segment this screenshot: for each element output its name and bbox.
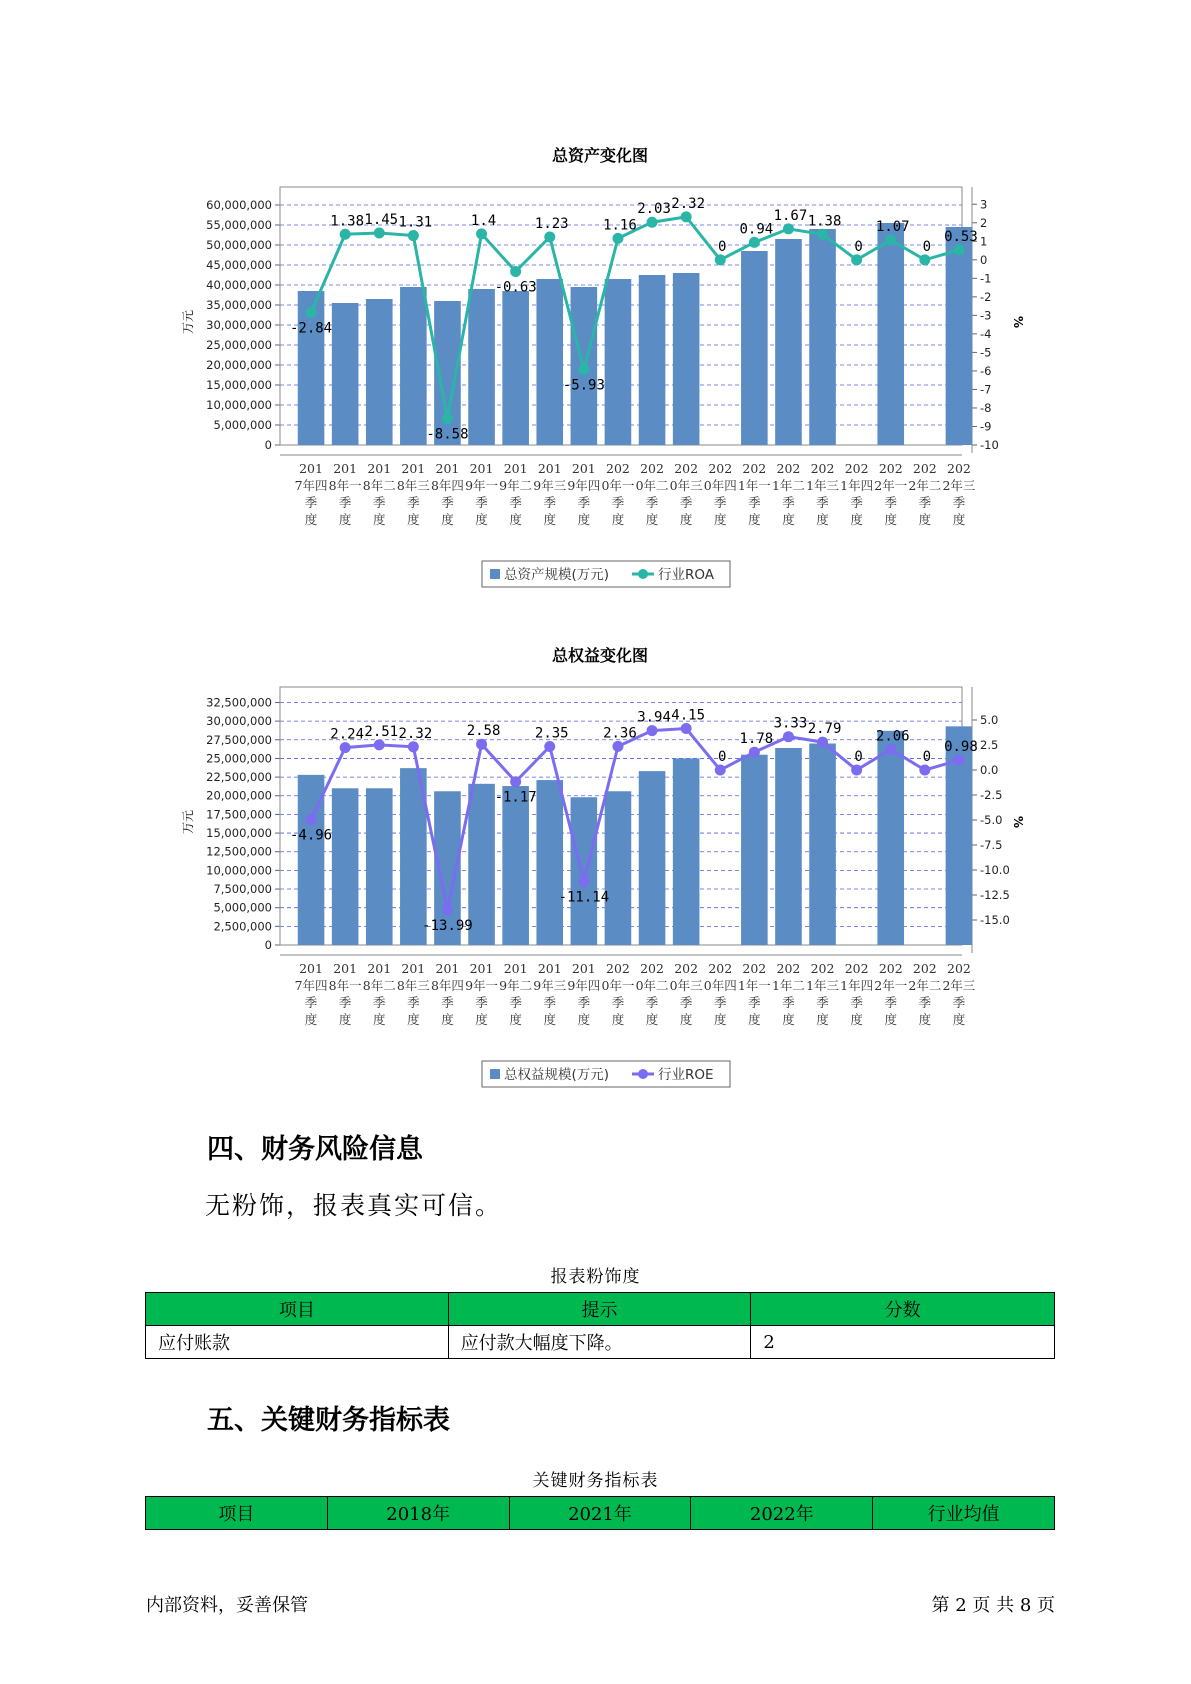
x-tick-label: 202 0年四季度	[703, 461, 737, 527]
line-point	[374, 227, 385, 238]
data-label: 2.36	[603, 725, 637, 742]
data-label: 1.16	[603, 217, 637, 234]
y2-tick-label: -10	[980, 438, 999, 452]
data-label: 1.31	[398, 214, 433, 231]
bar	[741, 251, 768, 445]
bar	[809, 229, 836, 445]
line-point	[647, 217, 658, 228]
table-cell: 2	[751, 1326, 1055, 1359]
x-tick-label: 201 9年三季度	[533, 461, 567, 527]
y-tick-label: 30,000,000	[206, 714, 272, 729]
bar	[809, 744, 836, 945]
x-tick-label: 201 8年三季度	[396, 961, 430, 1027]
table-cell: 应付款大幅度下降。	[448, 1326, 751, 1359]
x-tick-label: 202 1年一季度	[737, 961, 771, 1027]
line-point	[783, 223, 794, 234]
y2-tick-label: 3	[980, 197, 988, 212]
y2-tick-label: -8	[980, 400, 992, 415]
line-point	[612, 233, 623, 244]
table-caption-whitewash: 报表粉饰度	[550, 1267, 641, 1287]
y-tick-label: 32,500,000	[206, 695, 272, 710]
section-heading-risk: 四、财务风险信息	[207, 1134, 423, 1165]
data-label: 0	[922, 749, 932, 765]
y-tick-label: 12,500,000	[206, 844, 272, 859]
line-point	[817, 737, 828, 748]
table-header-cell: 2022年	[691, 1497, 873, 1530]
data-label: 2.58	[466, 723, 501, 740]
data-label: 4.15	[671, 707, 706, 724]
line-point	[408, 741, 419, 752]
x-tick-label: 202 0年二季度	[635, 961, 669, 1027]
line-point	[544, 232, 555, 243]
table-cell: 应付账款	[146, 1326, 449, 1359]
table-header-cell: 项目	[146, 1497, 328, 1530]
x-tick-label: 202 2年三季度	[942, 961, 976, 1027]
x-tick-label: 202 1年四季度	[840, 961, 874, 1027]
data-label: 1.38	[807, 213, 842, 230]
bar	[946, 227, 973, 445]
data-label: 1.78	[739, 731, 774, 748]
y2-tick-label: 2	[980, 215, 988, 230]
line-point	[885, 235, 896, 246]
line-point	[953, 755, 964, 766]
data-label: 2.51	[364, 723, 399, 740]
line-point	[578, 876, 589, 887]
data-label: -0.63	[494, 279, 537, 296]
y2-tick-label: -10.0	[980, 863, 1010, 877]
y2-tick-label: -7	[980, 382, 992, 397]
bar	[332, 303, 359, 445]
bar	[366, 788, 393, 945]
bar	[536, 279, 563, 445]
data-label: 1.4	[470, 212, 497, 229]
data-label: 2.32	[398, 725, 433, 742]
y-tick-label: 45,000,000	[206, 258, 272, 272]
x-tick-label: 201 7年四季度	[294, 961, 328, 1027]
line-point	[340, 229, 351, 240]
table-row	[146, 1326, 1055, 1359]
legend-line-label: 行业ROE	[658, 1067, 714, 1083]
x-tick-label: 202 1年三季度	[806, 961, 840, 1027]
risk-summary-text: 无粉饰，报表真实可信。	[205, 1191, 503, 1220]
x-tick-label: 201 8年一季度	[328, 961, 362, 1027]
x-tick-label: 201 8年三季度	[396, 461, 430, 527]
y2-tick-label: -1	[980, 271, 992, 286]
x-tick-label: 201 9年一季度	[465, 961, 499, 1027]
data-label: 3.33	[773, 715, 808, 732]
y-tick-label: 0	[264, 438, 272, 452]
data-label: 1.45	[364, 211, 399, 228]
total-equity-chart-svg	[0, 635, 1191, 1095]
bar	[775, 748, 802, 945]
x-tick-label: 201 9年一季度	[465, 461, 499, 527]
y2-tick-label: -12.5	[980, 888, 1010, 902]
data-label: 2.32	[671, 195, 706, 212]
data-label: 2.79	[807, 721, 842, 738]
y-tick-label: 20,000,000	[206, 358, 272, 372]
x-tick-label: 201 8年四季度	[430, 461, 464, 527]
y-tick-label: 30,000,000	[206, 318, 272, 332]
bar	[400, 287, 427, 445]
whitewash-table	[145, 1292, 1055, 1359]
bar	[639, 771, 666, 945]
y-tick-label: 17,500,000	[206, 807, 272, 822]
y-axis-title: 万元	[181, 309, 195, 335]
bar	[605, 791, 632, 945]
data-label: -4.96	[289, 827, 333, 844]
table-header-cell: 行业均值	[873, 1497, 1055, 1530]
x-tick-label: 201 8年二季度	[362, 461, 396, 527]
line-point	[510, 776, 521, 787]
bar	[877, 731, 904, 945]
data-label: -8.58	[426, 426, 469, 443]
data-label: 0.94	[739, 221, 774, 238]
line-point	[885, 744, 896, 755]
data-label: 0.53	[944, 229, 978, 245]
data-label: 0	[922, 238, 932, 255]
legend-bar-swatch	[490, 569, 500, 579]
x-tick-label: 202 1年二季度	[771, 461, 805, 527]
table-header-cell: 2018年	[327, 1497, 509, 1530]
bar	[502, 786, 529, 945]
y-tick-label: 25,000,000	[206, 751, 272, 766]
y-tick-label: 60,000,000	[206, 198, 272, 212]
legend-bar-label: 总资产规模(万元)	[504, 567, 610, 583]
x-tick-label: 202 0年一季度	[601, 461, 635, 527]
data-label: 2.06	[875, 728, 910, 745]
x-tick-label: 202 1年三季度	[806, 461, 840, 527]
line-point	[442, 904, 453, 915]
y2-tick-label: -15.0	[980, 913, 1010, 927]
line-point	[851, 765, 862, 776]
data-label: -11.14	[558, 889, 610, 906]
data-label: 0	[854, 238, 863, 255]
line-point	[919, 765, 930, 776]
data-label: 0	[718, 238, 727, 255]
bar	[468, 289, 495, 445]
y-tick-label: 35,000,000	[206, 298, 272, 312]
line-point	[306, 814, 317, 825]
x-tick-label: 202 2年一季度	[874, 961, 908, 1027]
y-tick-label: 5,000,000	[213, 900, 272, 915]
y2-tick-label: 5.0	[980, 713, 999, 727]
line-point	[953, 245, 964, 256]
x-tick-label: 201 8年一季度	[328, 461, 362, 527]
x-tick-label: 201 9年二季度	[499, 461, 533, 527]
legend-line-marker	[638, 569, 648, 579]
y2-tick-label: -2.5	[980, 788, 1003, 802]
y2-tick-label: -5.0	[980, 813, 1003, 827]
line-point	[681, 211, 692, 222]
y-tick-label: 2,500,000	[213, 919, 272, 934]
y-tick-label: 20,000,000	[206, 788, 272, 803]
y-tick-label: 0	[264, 938, 272, 952]
line-point	[476, 228, 487, 239]
y-tick-label: 7,500,000	[213, 882, 272, 897]
line-point	[681, 723, 692, 734]
section-heading-key-metrics: 五、关键财务指标表	[207, 1405, 450, 1436]
x-tick-label: 201 8年二季度	[362, 961, 396, 1027]
table-header-row	[146, 1497, 1055, 1530]
line-point	[749, 237, 760, 248]
line-point	[647, 725, 658, 736]
y-tick-label: 55,000,000	[206, 218, 272, 232]
bar	[639, 275, 666, 445]
x-tick-label: 202 2年二季度	[908, 961, 942, 1027]
data-label: 1.23	[534, 216, 569, 233]
bar	[332, 788, 359, 945]
data-label: 1.38	[330, 213, 365, 230]
line-point	[408, 230, 419, 241]
line-point	[442, 413, 453, 424]
x-tick-label: 201 8年四季度	[430, 961, 464, 1027]
footer-confidential-note: 内部资料，妥善保管	[146, 1595, 308, 1616]
bar	[673, 758, 700, 945]
bar	[571, 797, 598, 945]
table-caption-key-metrics: 关键财务指标表	[532, 1471, 659, 1491]
x-tick-label: 202 0年一季度	[601, 961, 635, 1027]
y2-axis-title: %	[1011, 815, 1025, 829]
y2-tick-label: -9	[980, 419, 992, 434]
bar	[605, 279, 632, 445]
y-axis-title: 万元	[181, 809, 195, 835]
x-tick-label: 202 0年三季度	[669, 461, 703, 527]
data-label: -5.93	[562, 377, 605, 394]
legend-line-label: 行业ROA	[658, 567, 715, 583]
y2-tick-label: 0	[980, 252, 988, 267]
y-tick-label: 50,000,000	[206, 238, 272, 252]
legend-line-marker	[638, 1069, 648, 1079]
table-header-cell: 项目	[146, 1293, 449, 1326]
y2-tick-label: 0.0	[980, 763, 999, 777]
line-point	[919, 254, 930, 265]
y-tick-label: 40,000,000	[206, 278, 272, 292]
data-label: 0.98	[944, 739, 978, 756]
line-point	[476, 739, 487, 750]
y2-tick-label: 1	[980, 234, 988, 249]
data-label: -1.17	[494, 789, 537, 806]
line-point	[612, 741, 623, 752]
total-assets-chart-svg	[0, 135, 1191, 595]
footer-page-number: 第 2 页 共 8 页	[931, 1595, 1055, 1616]
y2-tick-label: 2.5	[980, 738, 999, 752]
line-point	[715, 254, 726, 265]
x-tick-label: 201 9年三季度	[533, 961, 567, 1027]
table-header-cell: 分数	[751, 1293, 1055, 1326]
data-label: 1.07	[875, 219, 910, 235]
line-point	[374, 739, 385, 750]
y-tick-label: 25,000,000	[206, 338, 272, 352]
table-header-row	[146, 1293, 1055, 1326]
data-label: -2.84	[289, 320, 333, 337]
legend-bar-label: 总权益规模(万元)	[504, 1067, 610, 1083]
line-point	[510, 266, 521, 277]
y2-axis-title: %	[1011, 315, 1025, 329]
line-point	[715, 765, 726, 776]
y-tick-label: 5,000,000	[213, 418, 272, 432]
table-header-cell: 提示	[448, 1293, 751, 1326]
line-point	[817, 229, 828, 240]
chart-title: 总资产变化图	[551, 146, 649, 165]
data-label: 3.94	[637, 709, 671, 726]
bar	[877, 223, 904, 445]
legend-bar-swatch	[490, 1069, 500, 1079]
x-tick-label: 202 1年二季度	[771, 961, 805, 1027]
x-tick-label: 202 2年二季度	[908, 461, 942, 527]
y-tick-label: 27,500,000	[206, 732, 272, 747]
bar	[502, 291, 529, 445]
x-tick-label: 201 7年四季度	[294, 461, 328, 527]
x-tick-label: 201 9年四季度	[567, 961, 601, 1027]
y2-tick-label: -3	[980, 308, 992, 323]
bar	[673, 273, 700, 445]
line-point	[783, 731, 794, 742]
y-tick-label: 22,500,000	[206, 770, 272, 785]
y2-tick-label: -5	[980, 345, 992, 360]
line-point	[851, 254, 862, 265]
y2-tick-label: -2	[980, 289, 992, 304]
y2-tick-label: -4	[980, 326, 992, 341]
bar	[741, 755, 768, 945]
y-tick-label: 10,000,000	[206, 398, 272, 412]
line-point	[340, 742, 351, 753]
y-tick-label: 10,000,000	[206, 863, 272, 878]
x-tick-label: 202 2年三季度	[942, 461, 976, 527]
line-point	[578, 364, 589, 375]
data-label: 1.67	[773, 207, 808, 224]
y-tick-label: 15,000,000	[206, 378, 272, 392]
data-label: 0	[854, 749, 863, 765]
x-tick-label: 202 1年四季度	[840, 461, 874, 527]
data-label: 2.03	[637, 201, 671, 218]
x-tick-label: 202 2年一季度	[874, 461, 908, 527]
x-tick-label: 202 0年三季度	[669, 961, 703, 1027]
bar	[366, 299, 393, 445]
y-tick-label: 15,000,000	[206, 826, 272, 841]
line-point	[544, 741, 555, 752]
bar	[536, 780, 563, 945]
y2-tick-label: -7.5	[980, 838, 1003, 852]
x-tick-label: 202 1年一季度	[737, 461, 771, 527]
key-metrics-table	[145, 1496, 1055, 1530]
data-label: 2.24	[330, 726, 365, 743]
data-label: -13.99	[422, 917, 473, 934]
total-assets-chart	[0, 135, 1191, 595]
x-tick-label: 202 0年二季度	[635, 461, 669, 527]
line-point	[306, 307, 317, 318]
total-equity-chart	[0, 635, 1191, 1095]
line-point	[749, 747, 760, 758]
bar	[775, 239, 802, 445]
table-header-cell: 2021年	[509, 1497, 691, 1530]
x-tick-label: 201 9年四季度	[567, 461, 601, 527]
chart-title: 总权益变化图	[551, 646, 649, 665]
y2-tick-label: -6	[980, 363, 992, 378]
data-label: 2.35	[534, 725, 569, 742]
x-tick-label: 202 0年四季度	[703, 961, 737, 1027]
data-label: 0	[718, 749, 727, 765]
x-tick-label: 201 9年二季度	[499, 961, 533, 1027]
